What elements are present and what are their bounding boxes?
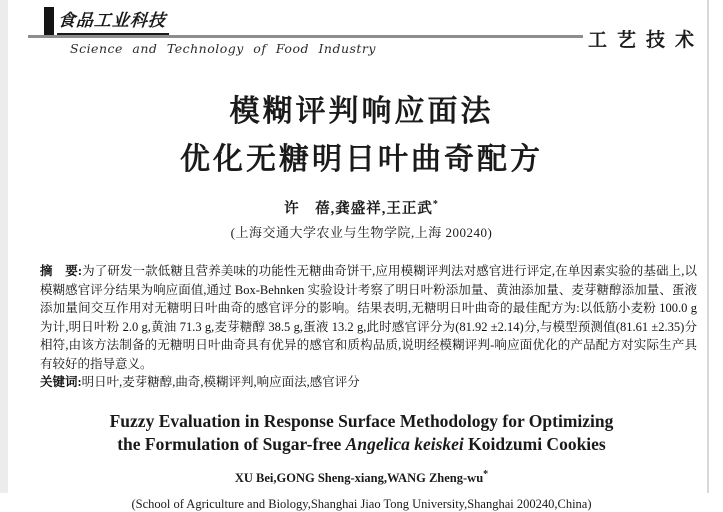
- article-title-en: [0, 410, 723, 456]
- authors-en: [0, 469, 723, 486]
- article-title-en-line2-pre: the Formulation of Sugar-free: [117, 433, 346, 454]
- article-title-en-line1: Fuzzy Evaluation in Response Surface Methodology for Optimizing: [109, 410, 614, 431]
- affiliation-cn: (上海交通大学农业与生物学院,上海 200240): [230, 225, 493, 240]
- abstract: [40, 262, 697, 373]
- article-title-cn-line1: 模糊评判响应面法: [229, 95, 494, 128]
- scan-edge-right: [707, 0, 709, 493]
- affiliation-en: (School of Agriculture and Biology,Shanghai Jiao Tong University,Shanghai 200240,China): [131, 496, 592, 511]
- abstract-label: 摘 要:: [40, 264, 82, 278]
- scan-edge-left: [0, 0, 8, 493]
- page-header: [0, 0, 723, 60]
- authors-en-names: XU Bei,GONG Sheng-xiang,WANG Zheng-wu: [234, 470, 484, 485]
- authors-cn: [0, 197, 723, 218]
- journal-logo-cn: 食品工业科技: [57, 6, 171, 35]
- article-title-en-line2-post: Koidzumi Cookies: [463, 433, 606, 454]
- journal-name-en: Science and Technology of Food Industry: [70, 41, 376, 56]
- corresponding-author-mark: *: [432, 199, 439, 211]
- section-label: 工艺技术: [588, 30, 705, 51]
- keywords-text: 明日叶,麦芽糖醇,曲奇,模糊评判,响应面法,感官评分: [81, 375, 360, 389]
- header-divider: [28, 35, 583, 38]
- keywords: [40, 373, 697, 392]
- article-title-en-species-italic: Angelica keiskei: [345, 433, 464, 454]
- abstract-text: 为了研发一款低糖且营养美味的功能性无糖曲奇饼干,应用模糊评判法对感官进行评定,在单因素实验的基础上,以模糊感官评分结果为响应面值,通过 Box-Behnken 实验设计考察了明日叶粉添加量、黄油添加量、麦芽糖醇添加量、蛋液添加量间交互作用对无糖明日叶曲奇的感官评分的影响。结果表明,无糖明日叶曲奇的最佳配方为:以低筋小麦粉 100.0 g 为计,明日叶粉 2.0 g,黄油 71.3 g,麦芽糖醇 38.5 g,蛋液 13.2 g,此时感官评分为(81.92 ±2.14)分,与模型预测值(81.61 ±2.35)分相符,由该方法制备的无糖明日叶曲奇具有优异的感官和质构品质,说明经模糊评判-响应面优化的产品配方对实际生产具有较好的指导意义。: [40, 264, 697, 371]
- corresponding-author-mark-en: *: [483, 468, 489, 480]
- article-title-cn-line2: 优化无糖明日叶曲奇配方: [180, 143, 543, 176]
- keywords-label: 关键词:: [40, 375, 82, 389]
- authors-cn-names: 许 蓓,龚盛祥,王正武: [284, 201, 433, 217]
- journal-logo-bar: [44, 7, 54, 36]
